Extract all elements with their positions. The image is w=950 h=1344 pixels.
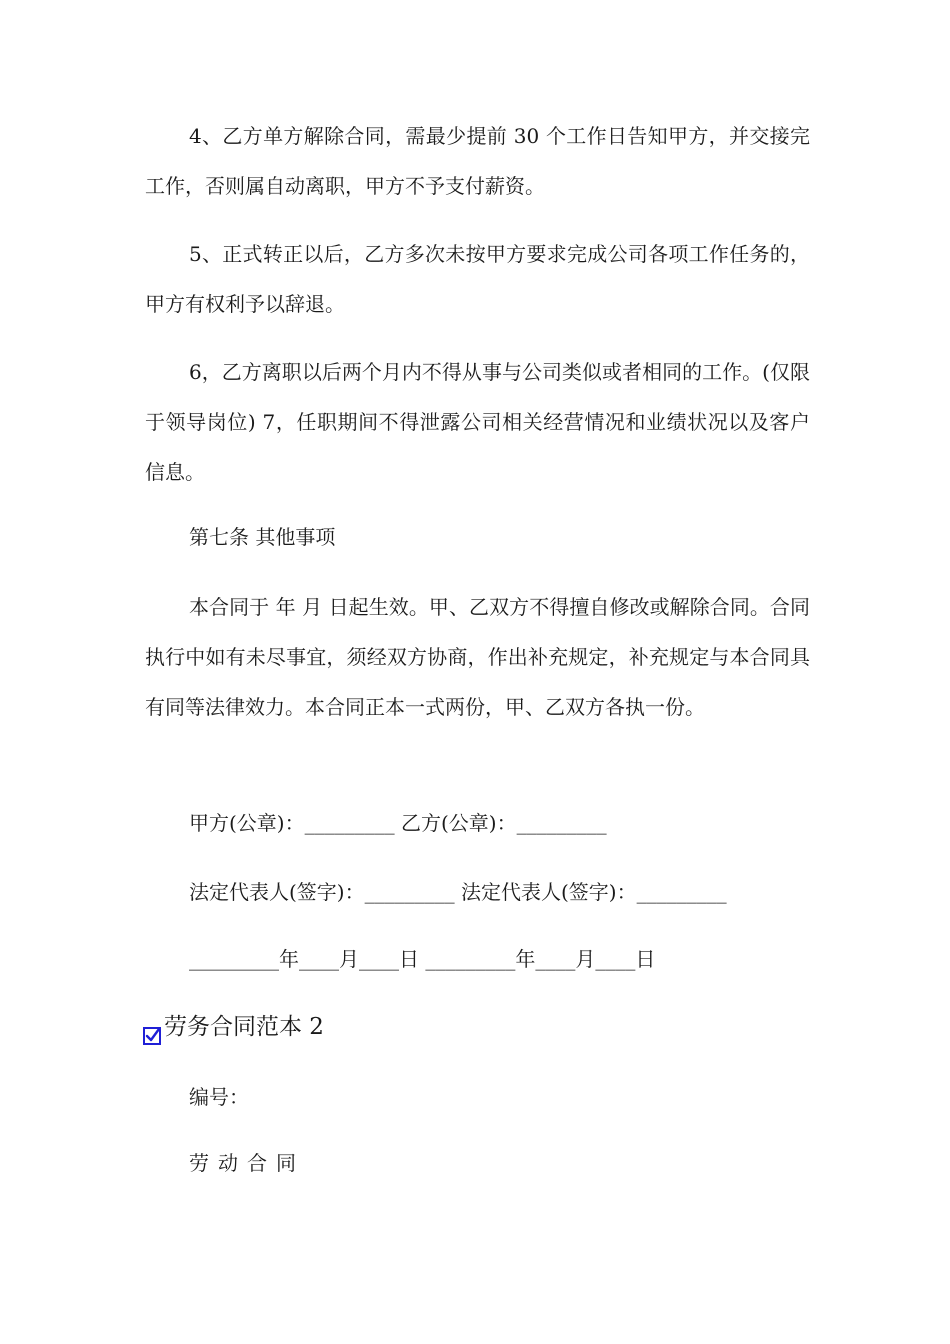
section-2-heading [143,1010,324,1044]
contract-title: 劳动合同 [189,1151,305,1175]
date-signature-line: _________年____月____日 _________年____月____日 [189,947,656,971]
representative-signature-line: 法定代表人(签字)：_________ 法定代表人(签字)：_________ [189,880,727,904]
section-2-heading-text: 劳务合同范本 2 [164,1014,324,1040]
contract-number-label: 编号： [189,1085,249,1109]
article-7-title: 第七条 其他事项 [189,525,336,549]
paragraph-item-5: 5、正式转正以后，乙方多次未按甲方要求完成公司各项工作任务的，甲方有权利予以辞退。 [145,242,810,316]
article-7-body: 本合同于 年 月 日起生效。甲、乙双方不得擅自修改或解除合同。合同执行中如有未尽事宜，须经双方协商，作出补充规定，补充规定与本合同具有同等法律效力。本合同正本一式两份，甲、乙双方各执一份。 [145,595,810,719]
checkbox-checked-icon [143,1021,161,1039]
seal-signature-line: 甲方(公章)：_________ 乙方(公章)：_________ [189,811,607,835]
paragraph-item-6: 6，乙方离职以后两个月内不得从事与公司类似或者相同的工作。(仅限于领导岗位) 7，任职期间不得泄露公司相关经营情况和业绩状况以及客户信息。 [145,360,810,484]
paragraph-item-4: 4、乙方单方解除合同，需最少提前 30 个工作日告知甲方，并交接完工作，否则属自动离职，甲方不予支付薪资。 [145,124,810,198]
